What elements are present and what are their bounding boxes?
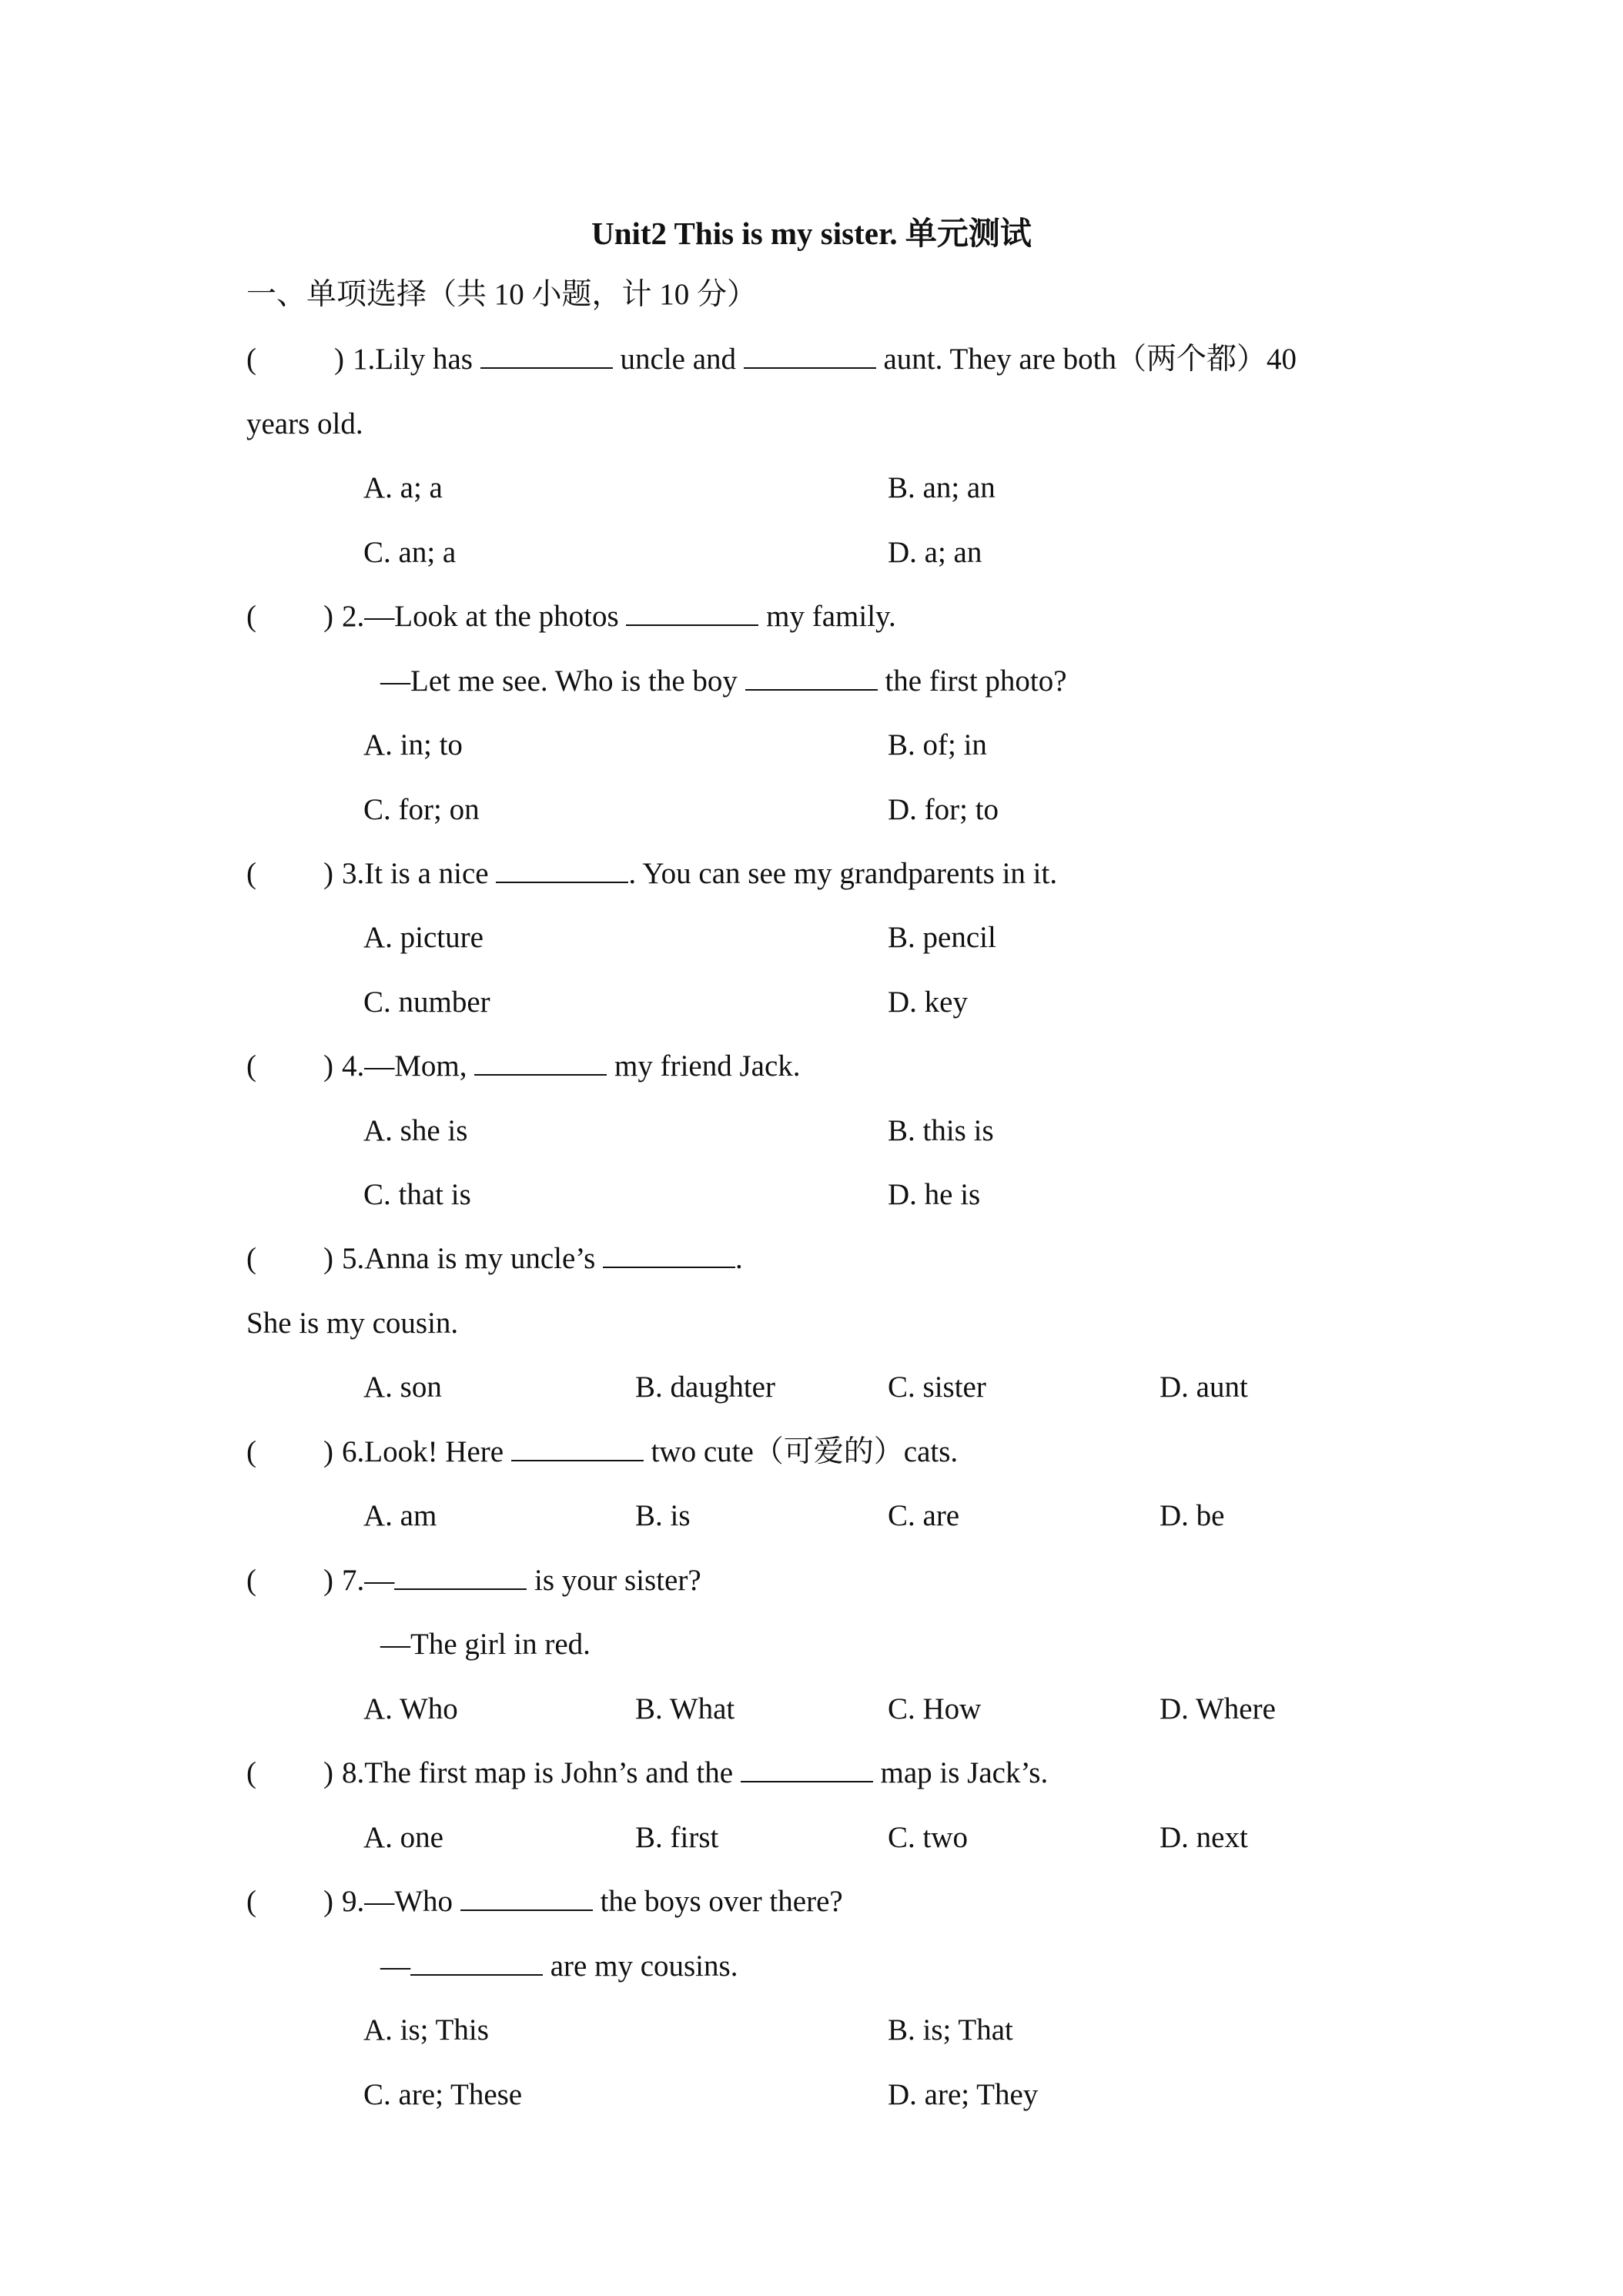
question-stem: 4.—Mom, my friend Jack.	[342, 1049, 801, 1083]
answer-paren-open: (	[246, 1564, 256, 1597]
answer-paren-close: )	[323, 1885, 333, 1918]
option-b: B. of; in	[888, 728, 987, 761]
question-stem: 5.Anna is my uncle’s .	[342, 1242, 743, 1275]
option-d: D. be	[1160, 1499, 1225, 1532]
question-stem-continued: — are my cousins.	[380, 1950, 738, 1983]
answer-paren-open: (	[246, 1756, 256, 1789]
answer-paren-open: (	[246, 857, 256, 890]
page-title: Unit2 This is my sister. 单元测试	[591, 216, 1032, 251]
option-a: A. she is	[363, 1114, 468, 1147]
answer-paren-close: )	[334, 343, 344, 376]
question-stem-continued: years old.	[246, 407, 363, 440]
answer-paren-close: )	[323, 1242, 333, 1275]
option-d: D. next	[1160, 1821, 1248, 1854]
option-b: B. an; an	[888, 471, 996, 504]
option-c: C. are	[888, 1499, 960, 1532]
option-c: C. How	[888, 1692, 982, 1725]
option-a: A. am	[363, 1499, 437, 1532]
answer-paren-close: )	[323, 600, 333, 633]
answer-blank	[496, 881, 628, 883]
option-d: D. a; an	[888, 536, 982, 569]
answer-paren-close: )	[323, 1564, 333, 1597]
option-b: B. pencil	[888, 921, 996, 954]
option-d: D. key	[888, 986, 968, 1019]
answer-paren-open: (	[246, 1885, 256, 1918]
answer-paren-open: (	[246, 1242, 256, 1275]
section-heading: 一、单项选择（共 10 小题，计 10 分）	[246, 278, 758, 311]
answer-paren-open: (	[246, 1435, 256, 1468]
option-c: C. that is	[363, 1178, 471, 1211]
option-c: C. sister	[888, 1371, 986, 1404]
question-stem-continued: —The girl in red.	[380, 1628, 591, 1661]
answer-paren-close: )	[323, 857, 333, 890]
option-a: A. one	[363, 1821, 443, 1854]
answer-paren-close: )	[323, 1756, 333, 1789]
answer-blank	[744, 366, 876, 369]
question-stem: 3.It is a nice . You can see my grandparents in it.	[342, 857, 1058, 890]
option-d: D. he is	[888, 1178, 981, 1211]
question-stem: 8.The first map is John’s and the map is Jack’s.	[342, 1756, 1049, 1789]
option-c: C. number	[363, 986, 490, 1019]
option-a: A. Who	[363, 1692, 458, 1725]
answer-blank	[394, 1588, 527, 1590]
answer-blank	[460, 1909, 593, 1911]
answer-paren-open: (	[246, 600, 256, 633]
option-a: A. is; This	[363, 2013, 489, 2047]
option-c: C. two	[888, 1821, 969, 1854]
answer-blank	[741, 1780, 873, 1782]
answer-blank	[603, 1266, 735, 1268]
option-c: C. for; on	[363, 793, 480, 826]
option-a: A. a; a	[363, 471, 443, 504]
option-d: D. aunt	[1160, 1371, 1248, 1404]
answer-blank	[410, 1973, 543, 1976]
question-stem: 2.—Look at the photos my family.	[342, 600, 896, 633]
answer-blank	[474, 1073, 607, 1076]
option-c: C. an; a	[363, 536, 457, 569]
answer-blank	[480, 366, 613, 369]
option-d: D. for; to	[888, 793, 999, 826]
question-stem: 1.Lily has uncle and aunt. They are both（两个都）40	[353, 343, 1297, 376]
option-a: A. in; to	[363, 728, 463, 761]
answer-paren-open: (	[246, 1049, 256, 1083]
question-stem: 7.— is your sister?	[342, 1564, 701, 1597]
option-b: B. What	[635, 1692, 735, 1725]
option-d: D. are; They	[888, 2078, 1039, 2111]
question-stem: 6.Look! Here two cute（可爱的）cats.	[342, 1435, 959, 1468]
answer-blank	[745, 688, 878, 691]
answer-paren-open: (	[246, 343, 256, 376]
option-b: B. this is	[888, 1114, 994, 1147]
option-a: A. son	[363, 1371, 442, 1404]
option-a: A. picture	[363, 921, 484, 954]
question-stem-continued: She is my cousin.	[246, 1307, 459, 1340]
option-c: C. are; These	[363, 2078, 523, 2111]
question-stem-continued: —Let me see. Who is the boy the first photo?	[380, 664, 1067, 698]
option-d: D. Where	[1160, 1692, 1276, 1725]
answer-blank	[626, 624, 758, 626]
answer-paren-close: )	[323, 1049, 333, 1083]
option-b: B. is	[635, 1499, 691, 1532]
question-stem: 9.—Who the boys over there?	[342, 1885, 843, 1918]
option-b: B. is; That	[888, 2013, 1013, 2047]
option-b: B. daughter	[635, 1371, 775, 1404]
answer-blank	[511, 1459, 644, 1461]
option-b: B. first	[635, 1821, 719, 1854]
answer-paren-close: )	[323, 1435, 333, 1468]
